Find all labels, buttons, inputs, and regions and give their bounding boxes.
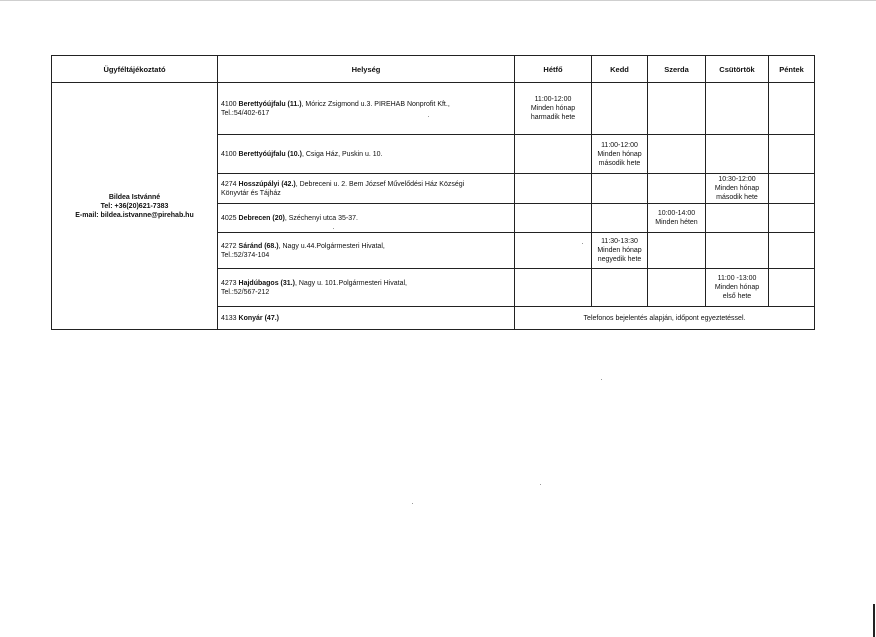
- tuesday-cell: [592, 269, 648, 307]
- wednesday-cell: [648, 174, 706, 204]
- thursday-cell: [706, 174, 769, 204]
- week-of-month: harmadik hete: [530, 114, 576, 121]
- week-of-month: második hete: [716, 194, 758, 201]
- wednesday-cell: [648, 83, 706, 135]
- contact-email: E-mail: bildea.istvanne@pirehab.hu: [75, 211, 194, 219]
- zip-code: 4025: [221, 214, 237, 222]
- location-cell: [218, 233, 515, 269]
- header-location: Helység: [218, 56, 515, 83]
- zip-code: 4100: [221, 150, 237, 158]
- zip-code: 4100: [221, 100, 237, 108]
- wednesday-cell: [648, 233, 706, 269]
- frequency: Minden hónap: [714, 284, 760, 291]
- monday-cell: [515, 269, 592, 307]
- town-name: Hosszúpályi (42.): [238, 180, 296, 188]
- monday-cell: [515, 204, 592, 233]
- wednesday-cell: [648, 204, 706, 233]
- address-line2: Tel.:54/402-617: [221, 109, 270, 117]
- tuesday-cell: [592, 135, 648, 174]
- address: , Móricz Zsigmond u.3. PIREHAB Nonprofit Kft.,: [301, 100, 450, 108]
- contact-phone: Tel: +36(20)621-7383: [100, 202, 169, 210]
- address-line2: Tel.:52/374-104: [221, 251, 270, 259]
- friday-cell: [769, 83, 815, 135]
- address: , Széchenyi utca 35-37.: [284, 214, 358, 222]
- address-line2: Tel.:52/567-212: [221, 288, 270, 296]
- address-line2: Könyvtár és Tájház: [221, 189, 281, 197]
- town-name: Berettyóújfalu (11.): [238, 100, 302, 108]
- monday-cell: [515, 83, 592, 135]
- friday-cell: [769, 135, 815, 174]
- wednesday-cell: [648, 135, 706, 174]
- frequency: Minden hónap: [597, 150, 642, 158]
- tuesday-cell: [592, 204, 648, 233]
- time-range: 11:00-12:00: [534, 96, 572, 103]
- header-thursday: Csütörtök: [706, 56, 769, 83]
- town-name: Debrecen (20): [238, 214, 285, 222]
- header-contact: Ügyféltájékoztató: [52, 56, 218, 83]
- zip-code: 4272: [221, 242, 237, 250]
- wednesday-cell: [648, 269, 706, 307]
- header-row: [52, 56, 815, 83]
- monday-cell: [515, 174, 592, 204]
- thursday-cell: [706, 83, 769, 135]
- location-cell: [218, 269, 515, 307]
- thursday-cell: [706, 233, 769, 269]
- address: , Csiga Ház, Puskin u. 10.: [301, 150, 383, 158]
- town-name: Konyár (47.): [238, 314, 279, 322]
- friday-cell: [769, 269, 815, 307]
- scan-edge-mark: [873, 604, 875, 637]
- location-cell: [218, 174, 515, 204]
- thursday-cell: [706, 269, 769, 307]
- contact-cell: [52, 83, 218, 330]
- header-wednesday: Szerda: [648, 56, 706, 83]
- address: , Nagy u. 101.Polgármesteri Hivatal,: [294, 279, 407, 287]
- zip-code: 4273: [221, 279, 237, 287]
- monday-cell: [515, 135, 592, 174]
- friday-cell: [769, 204, 815, 233]
- zip-code: 4133: [221, 314, 237, 322]
- table-row: [52, 83, 815, 135]
- friday-cell: [769, 174, 815, 204]
- frequency: Minden héten: [655, 219, 698, 226]
- thursday-cell: [706, 204, 769, 233]
- location-cell: [218, 135, 515, 174]
- zip-code: 4274: [221, 180, 237, 188]
- time-range: 10:00-14:00: [657, 210, 696, 217]
- tuesday-cell: [592, 174, 648, 204]
- tuesday-cell: [592, 83, 648, 135]
- header-friday: Péntek: [769, 56, 815, 83]
- contact-name: Bildea Istvánné: [108, 193, 161, 201]
- week-of-month: második hete: [598, 159, 641, 167]
- time-range: 11:00 -13:00: [717, 275, 757, 282]
- town-name: Berettyóújfalu (10.): [238, 150, 302, 158]
- time-range: 11:00-12:00: [601, 141, 638, 149]
- tuesday-cell: [592, 233, 648, 269]
- appointment-note: Telefonos bejelentés alapján, időpont egyeztetéssel.: [515, 307, 815, 330]
- location-cell: [218, 83, 515, 135]
- header-monday: Hétfő: [515, 56, 592, 83]
- friday-cell: [769, 233, 815, 269]
- frequency: Minden hónap: [714, 185, 760, 192]
- monday-cell: [515, 233, 592, 269]
- header-tuesday: Kedd: [592, 56, 648, 83]
- location-cell: [218, 204, 515, 233]
- location-cell: [218, 307, 515, 330]
- week-of-month: első hete: [722, 293, 752, 300]
- town-name: Hajdúbagos (31.): [238, 279, 295, 287]
- address: , Nagy u.44.Polgármesteri Hivatal,: [278, 242, 385, 250]
- frequency: Minden hónap: [597, 247, 642, 254]
- schedule-table: [51, 55, 815, 330]
- frequency: Minden hónap: [530, 105, 576, 112]
- week-of-month: negyedik hete: [597, 256, 642, 263]
- address: , Debreceni u. 2. Bem József Művelődési Ház Községi: [295, 180, 465, 188]
- time-range: 10:30-12:00: [718, 176, 756, 183]
- time-range: 11:30-13:30: [601, 238, 638, 245]
- scan-top-edge: [0, 0, 876, 1]
- town-name: Sáránd (68.): [238, 242, 279, 250]
- thursday-cell: [706, 135, 769, 174]
